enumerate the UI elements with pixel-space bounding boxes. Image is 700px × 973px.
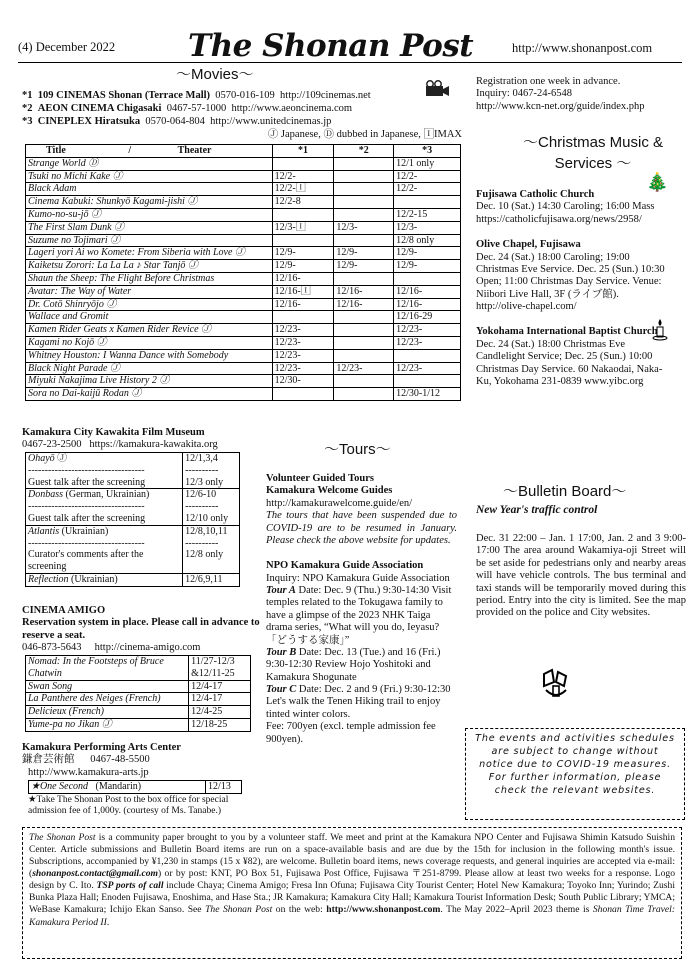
header-rule bbox=[18, 62, 682, 63]
issue-date: (4) December 2022 bbox=[18, 40, 116, 54]
table-row: Lageri yori Ai wo Komete: From Siberia with Love Ⓙ 12/9- 12/9- 12/9- bbox=[26, 247, 461, 260]
table-row: Kaiketsu Zorori: La La La ♪ Star Tanjō Ⓙ 12/9- 12/9- 12/9- bbox=[26, 260, 461, 273]
kpac-name: Kamakura Performing Arts Center bbox=[22, 742, 181, 753]
table-row: La Panthere des Neiges (French) 12/4-17 bbox=[26, 693, 251, 706]
kawakita-info bbox=[22, 427, 272, 452]
npo-heading: NPO Kamakura Guide Association bbox=[266, 560, 424, 572]
table-row: Black Adam 12/2-🄸 12/2- bbox=[26, 183, 461, 196]
kpac-discount-note: ★Take The Shonan Post to the box office for special admission fee of 1,000y. (courtesy of Ms. Tanabe.) bbox=[28, 795, 229, 817]
movie-table bbox=[25, 144, 461, 401]
kpac-url[interactable]: http://www.kamakura-arts.jp bbox=[28, 766, 149, 778]
movie-table-header: Title / Theater *1 *2 *3 bbox=[26, 145, 461, 158]
table-row: Cinema Kabuki: Shunkyō Kagami-jishi Ⓙ 12/2-8 bbox=[26, 196, 461, 209]
amigo-note: Reservation system in place. Please call in advance to reserve a seat. bbox=[22, 617, 260, 641]
amigo-name: CINEMA AMIGO bbox=[22, 605, 106, 616]
kpac-info bbox=[22, 742, 267, 779]
amigo-info bbox=[22, 605, 267, 655]
table-row: The First Slam Dunk Ⓙ 12/3-🄸 12/3- 12/3- bbox=[26, 221, 461, 234]
language-legend: Ⓙ Japanese, Ⓓ dubbed in Japanese, 🄸IMAX bbox=[267, 129, 462, 141]
kpac-phone: 0467-48-5500 bbox=[90, 754, 150, 766]
tours-title: ～Tours～ bbox=[324, 441, 391, 458]
table-row: Kumo-no-su-jō Ⓙ 12/2-15 bbox=[26, 208, 461, 221]
kawakita-url[interactable]: https://kamakura-kawakita.org bbox=[89, 439, 218, 451]
table-row: Miyuki Nakajima Live History 2 Ⓙ 12/30- bbox=[26, 375, 461, 388]
table-row: Donbass (German, Ukrainian) ----------------------------------- Guest talk after the screening 12/6-10 ---------- 12/10 only bbox=[26, 489, 240, 525]
table-row: Ohayō Ⓙ ----------------------------------- Guest talk after the screening 12/1,3,4 ---------- 12/3 only bbox=[26, 453, 240, 489]
footer-box: The Shonan Post is a community paper brought to you by a volunteer staff. We meet and print at the Kamakura NPO Center and Fujisawa Shimin Katsudo Suishin Center. Article submissions and Bulletin Board items are run on a space-available basis and are due by the 15th for inclusion in the following month's issue. Subscriptions, accompanied by ¥1,230 in stamps (15 x ¥82), are welcome. Bulletin board items, news coverage requests, and general inquiries are accepted via e-mail: (shonanpost.contact@gmail.com) or by post: KNT, PO Box 51, Fujisawa Post Office, Fujisawa 〒251-8799. Please allow at least two weeks for a response. Logo design by C. Ito. TSP ports of call include Chaya; Cinema Amigo; Fresa Inn Ofuna; Fujisawa City Tourist Center; Hotel New Kamakura; Toyoko Inn; Yurindo; Zushi Bunka Plaza Hall; Enoden Fujisawa, Enoshima, and Hase Sta.; JR Kamakura; Kamakura City Hall; Kamakura Tourist Information Desk; South Public Library; YMCA; WeBase Kamakura; Ichijo Ekan Sanso. See The Shonan Post on the web: http://www.shonanpost.com. The May 2022–April 2023 theme is Shonan Time Travel: Kamakura Period II. bbox=[22, 827, 682, 959]
kpac-jp-name: 鎌倉芸術館 bbox=[22, 754, 75, 766]
table-row: Dr. Cotō Shinryōjo Ⓙ 12/16- 12/16- 12/16- bbox=[26, 298, 461, 311]
church-olive-chapel: Olive Chapel, Fujisawa Dec. 24 (Sat.) 18:00 Caroling; 19:00 Christmas Eve Service. Dec. 25 (Sun.) 10:30 Open; 11:00 Christmas Day Service. Venue: Niibori Live Hall, 3F (ライブ館). http://olive-chapel.com/ bbox=[476, 239, 665, 312]
table-row: Atlantis (Ukrainian) ----------------------------------- Curator's comments after the screening 12/8,10,11 ---------- 12/8 only bbox=[26, 525, 240, 573]
cinema-2: *2 AEON CINEMA Chigasaki 0467-57-1000 http://www.aeoncinema.com bbox=[22, 103, 353, 115]
table-row: Delicieux (French) 12/4-25 bbox=[26, 706, 251, 719]
table-row: Strange World Ⓓ 12/1 only bbox=[26, 157, 461, 170]
table-row: Kamen Rider Geats x Kamen Rider Revice Ⓙ 12/23- 12/23- bbox=[26, 324, 461, 337]
cinema-1: *1 109 CINEMAS Shonan (Terrace Mall) 0570-016-109 http://109cinemas.net bbox=[22, 90, 371, 101]
movies-title: ～Movies～ bbox=[176, 66, 254, 83]
tour-a: Tour A Date: Dec. 9 (Thu.) 9:30-14:30 Visit temples related to the Tokugawa family to have a glimpse of the 2023 NHK Taiga drama series, “What will you do, Ieyasu? 「どうする家康」” bbox=[266, 585, 452, 646]
table-row: Yume-pa no Jikan Ⓙ 12/18-25 bbox=[26, 718, 251, 731]
bulletin-title: ～Bulletin Board～ bbox=[503, 483, 627, 500]
vgt-heading-2: Kamakura Welcome Guides bbox=[266, 485, 393, 497]
amigo-table bbox=[25, 655, 251, 732]
christmas-title: ～Christmas Music & Services ～ bbox=[522, 134, 664, 172]
vgt-url[interactable]: http://kamakurawelcome.guide/en/ bbox=[266, 497, 413, 509]
table-row: Avatar: The Way of Water 12/16-🄸 12/16- 12/16- bbox=[26, 285, 461, 298]
npo-inquiry: Inquiry: NPO Kamakura Guide Association bbox=[266, 572, 450, 584]
tour-c-fee: Fee: 700yen (excl. temple admission fee 900yen). bbox=[266, 721, 436, 745]
table-row: ★One Second (Mandarin) 12/13 bbox=[29, 781, 242, 794]
kcn-info: Registration one week in advance. Inquiry: 0467-24-6548 http://www.kcn-net.org/guide/index.php bbox=[476, 76, 645, 112]
amigo-url[interactable]: http://cinema-amigo.com bbox=[94, 642, 201, 654]
vgt-heading-1: Volunteer Guided Tours bbox=[266, 473, 374, 484]
church-yokohama-baptist: Yokohama International Baptist Church Dec. 24 (Sat.) 18:00 Christmas Eve Candlelight Service; Dec. 25 (Sun.) 10:00 Christmas Day Service. 60 Nakaodai, Naka-Ku, Yokohama 231-0839 www.yibc.org bbox=[476, 326, 663, 387]
table-row: Wallace and Gromit 12/16-29 bbox=[26, 311, 461, 324]
kawakita-name: Kamakura City Kawakita Film Museum bbox=[22, 427, 205, 438]
church-fujisawa-catholic: Fujisawa Catholic Church Dec. 10 (Sat.) 14:30 Caroling; 16:00 Mass https://catholicfujisawa.org/news/2958/ bbox=[476, 189, 655, 225]
table-row: Suzume no Tojimari Ⓙ 12/8 only bbox=[26, 234, 461, 247]
site-url[interactable]: http://www.shonanpost.com bbox=[512, 41, 653, 55]
table-row: Black Night Parade Ⓙ 12/23- 12/23- 12/23- bbox=[26, 362, 461, 375]
cinema-list bbox=[22, 89, 462, 141]
kpac-table bbox=[28, 780, 242, 794]
covid-notice: The events and activities schedules are subject to change without notice due to COVID-19 measures. For further information, please check the relevant websites. bbox=[465, 728, 685, 820]
christmas-tree-icon: 🎄 bbox=[646, 172, 669, 192]
table-row: Shaun the Sheep: The Flight Before Christmas 12/16- bbox=[26, 272, 461, 285]
table-row: Kagami no Kojō Ⓙ 12/23- 12/23- bbox=[26, 336, 461, 349]
table-row: Swan Song 12/4-17 bbox=[26, 680, 251, 693]
masthead-title: The Shonan Post bbox=[188, 28, 474, 64]
cinema-3: *3 CINEPLEX Hiratsuka 0570-064-804 http://www.unitedcinemas.jp bbox=[22, 116, 332, 128]
table-row: Whitney Houston: I Wanna Dance with Somebody 12/23- bbox=[26, 349, 461, 362]
table-row: Sora no Dai-kaijū Rodan Ⓙ 12/30-1/12 bbox=[26, 388, 461, 401]
table-row: Reflection (Ukrainian) 12/6,9,11 bbox=[26, 573, 240, 586]
amigo-phone: 046-873-5643 bbox=[22, 642, 82, 654]
bulletin-subtitle: New Year's traffic control bbox=[476, 504, 598, 516]
church-list bbox=[476, 189, 666, 388]
table-row: Nomad: In the Footsteps of Bruce Chatwin 11/27-12/3 &12/11-25 bbox=[26, 656, 251, 681]
city-emblem-icon bbox=[540, 668, 572, 702]
kawakita-table bbox=[25, 452, 240, 587]
bulletin-text: Dec. 31 22:00 – Jan. 1 17:00, Jan. 2 and 3 9:00-17:00 The area around Wakamiya-oji Street will be set aside for pedestrians only and nearby areas will have vehicle controls. The bus terminal and taxi stands will be temporarily moved during this period. Entry into the city is limited. See the map provided on the police and City websites. bbox=[476, 533, 686, 619]
tour-c: Tour C Date: Dec. 2 and 9 (Fri.) 9:30-12:30 Let's walk the Tenen Hiking trail to enjoy tinted winter colors. bbox=[266, 684, 451, 720]
tour-b: Tour B Date: Dec. 13 (Tue.) and 16 (Fri.) 9:30-12:30 Review Hojo Yoshitoki and Kamakura Shogunate bbox=[266, 646, 441, 683]
kawakita-phone: 0467-23-2500 bbox=[22, 439, 82, 451]
tours-column bbox=[266, 473, 457, 746]
table-row: Tsuki no Michi Kake Ⓙ 12/2- 12/2- bbox=[26, 170, 461, 183]
vgt-note: The tours that have been suspended due to COVID-19 are to be resumed in January. Please check the above website for updates. bbox=[266, 510, 457, 546]
